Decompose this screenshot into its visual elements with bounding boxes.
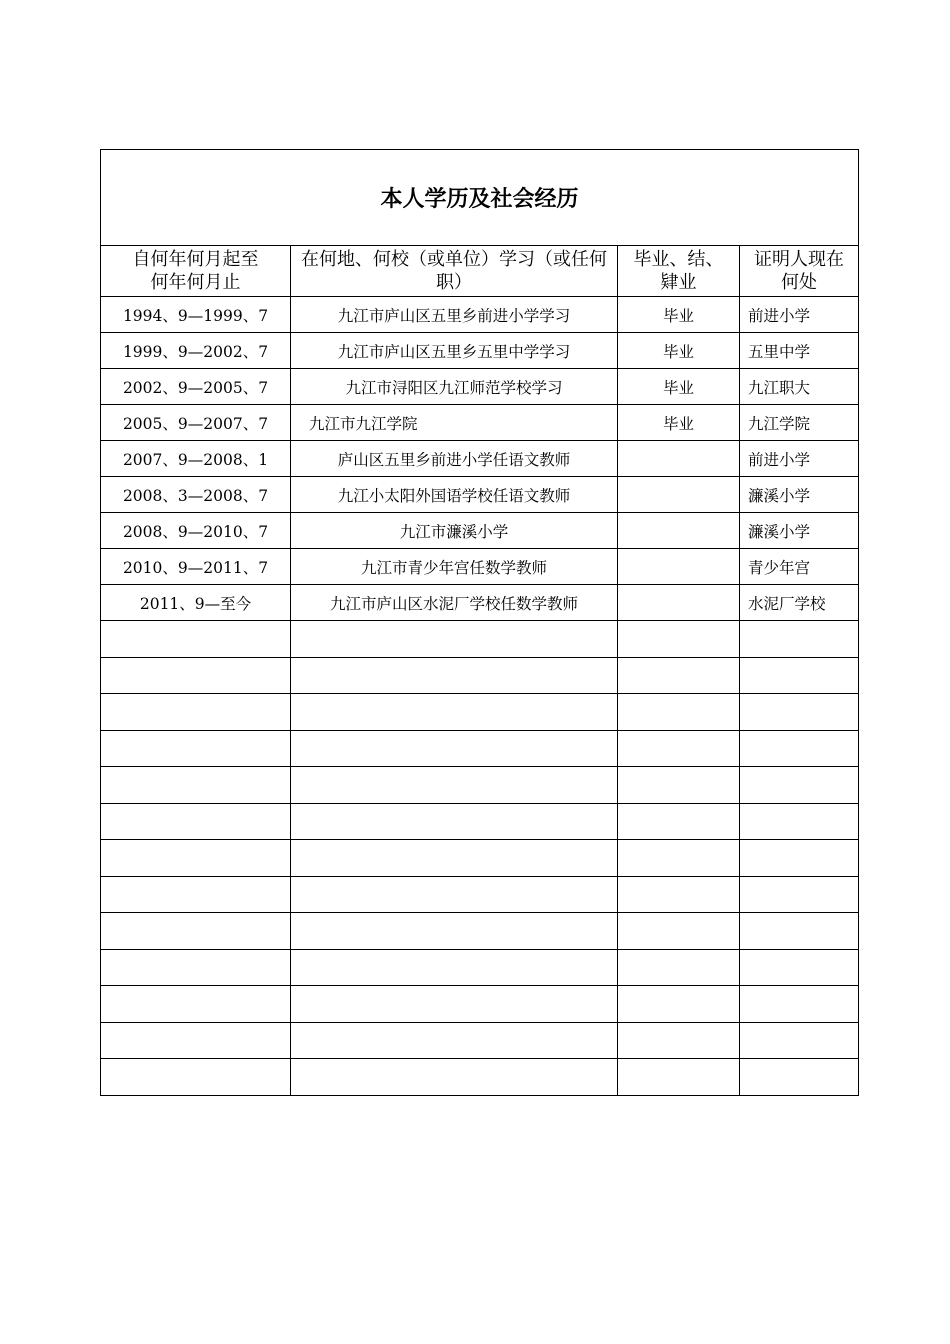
empty-cell	[291, 767, 618, 804]
empty-cell	[291, 657, 618, 694]
witness-cell: 九江学院	[740, 405, 859, 441]
place-cell: 九江市青少年宫任数学教师	[291, 549, 618, 585]
empty-cell	[618, 840, 740, 877]
empty-cell	[291, 803, 618, 840]
empty-cell	[740, 986, 859, 1023]
empty-cell	[740, 694, 859, 731]
table-row	[101, 441, 859, 477]
empty-cell	[291, 730, 618, 767]
witness-cell: 前进小学	[740, 297, 859, 333]
witness-cell: 五里中学	[740, 333, 859, 369]
place-cell: 九江小太阳外国语学校任语文教师	[291, 477, 618, 513]
witness-cell: 濂溪小学	[740, 513, 859, 549]
form-title: 本人学历及社会经历	[101, 150, 859, 246]
period-cell: 2008、3—2008、7	[101, 477, 291, 513]
form-body	[101, 150, 859, 1096]
empty-cell	[740, 1059, 859, 1096]
empty-cell	[101, 876, 291, 913]
empty-row	[101, 840, 859, 877]
empty-cell	[740, 730, 859, 767]
place-cell: 九江市庐山区五里乡五里中学学习	[291, 333, 618, 369]
period-cell: 1999、9—2002、7	[101, 333, 291, 369]
empty-row	[101, 1059, 859, 1096]
empty-cell	[291, 1059, 618, 1096]
graduation-cell: 毕业	[618, 405, 740, 441]
graduation-cell	[618, 549, 740, 585]
education-history-form	[100, 149, 859, 1096]
empty-cell	[618, 986, 740, 1023]
empty-cell	[101, 840, 291, 877]
empty-row	[101, 913, 859, 950]
empty-cell	[618, 803, 740, 840]
header-graduation: 毕业、结、肄业	[618, 246, 740, 297]
empty-cell	[740, 876, 859, 913]
place-cell: 九江市庐山区五里乡前进小学学习	[291, 297, 618, 333]
table-row	[101, 513, 859, 549]
empty-cell	[618, 657, 740, 694]
table-row	[101, 585, 859, 621]
place-cell: 九江市庐山区水泥厂学校任数学教师	[291, 585, 618, 621]
empty-cell	[291, 621, 618, 658]
graduation-cell: 毕业	[618, 333, 740, 369]
empty-cell	[740, 840, 859, 877]
witness-cell: 濂溪小学	[740, 477, 859, 513]
header-period: 自何年何月起至何年何月止	[101, 246, 291, 297]
empty-cell	[618, 621, 740, 658]
period-cell: 2002、9—2005、7	[101, 369, 291, 405]
period-cell: 2011、9—至今	[101, 585, 291, 621]
empty-cell	[618, 1022, 740, 1059]
empty-cell	[740, 621, 859, 658]
empty-cell	[291, 694, 618, 731]
empty-cell	[618, 730, 740, 767]
place-cell: 九江市濂溪小学	[291, 513, 618, 549]
empty-cell	[101, 767, 291, 804]
period-cell: 2005、9—2007、7	[101, 405, 291, 441]
table-row	[101, 297, 859, 333]
empty-cell	[740, 913, 859, 950]
empty-cell	[101, 694, 291, 731]
period-cell: 1994、9—1999、7	[101, 297, 291, 333]
header-place: 在何地、何校（或单位）学习（或任何职）	[291, 246, 618, 297]
title-row	[101, 150, 859, 246]
empty-cell	[101, 949, 291, 986]
empty-cell	[618, 1059, 740, 1096]
graduation-cell	[618, 585, 740, 621]
empty-row	[101, 694, 859, 731]
empty-cell	[291, 1022, 618, 1059]
witness-cell: 九江职大	[740, 369, 859, 405]
table-row	[101, 405, 859, 441]
empty-row	[101, 876, 859, 913]
graduation-cell: 毕业	[618, 297, 740, 333]
witness-cell: 水泥厂学校	[740, 585, 859, 621]
empty-cell	[740, 949, 859, 986]
period-cell: 2008、9—2010、7	[101, 513, 291, 549]
witness-cell: 青少年宫	[740, 549, 859, 585]
empty-cell	[101, 1022, 291, 1059]
table-row	[101, 549, 859, 585]
empty-cell	[618, 694, 740, 731]
empty-cell	[101, 1059, 291, 1096]
empty-row	[101, 986, 859, 1023]
empty-cell	[618, 767, 740, 804]
empty-row	[101, 767, 859, 804]
empty-row	[101, 621, 859, 658]
header-row	[101, 246, 859, 297]
period-cell: 2010、9—2011、7	[101, 549, 291, 585]
place-cell: 庐山区五里乡前进小学任语文教师	[291, 441, 618, 477]
empty-cell	[101, 986, 291, 1023]
empty-cell	[291, 840, 618, 877]
empty-cell	[101, 730, 291, 767]
empty-cell	[740, 657, 859, 694]
empty-cell	[740, 1022, 859, 1059]
table-row	[101, 333, 859, 369]
empty-cell	[101, 913, 291, 950]
empty-cell	[291, 913, 618, 950]
empty-cell	[101, 621, 291, 658]
empty-cell	[101, 657, 291, 694]
empty-row	[101, 949, 859, 986]
empty-row	[101, 1022, 859, 1059]
empty-cell	[618, 949, 740, 986]
graduation-cell	[618, 513, 740, 549]
empty-cell	[740, 767, 859, 804]
empty-cell	[291, 949, 618, 986]
empty-cell	[101, 803, 291, 840]
empty-cell	[291, 876, 618, 913]
place-cell: 九江市九江学院	[291, 405, 618, 441]
empty-cell	[618, 876, 740, 913]
empty-cell	[291, 986, 618, 1023]
table-row	[101, 477, 859, 513]
graduation-cell	[618, 441, 740, 477]
empty-row	[101, 657, 859, 694]
empty-cell	[618, 913, 740, 950]
place-cell: 九江市浔阳区九江师范学校学习	[291, 369, 618, 405]
header-witness: 证明人现在何处	[740, 246, 859, 297]
empty-row	[101, 730, 859, 767]
period-cell: 2007、9—2008、1	[101, 441, 291, 477]
graduation-cell: 毕业	[618, 369, 740, 405]
table-row	[101, 369, 859, 405]
empty-cell	[740, 803, 859, 840]
empty-row	[101, 803, 859, 840]
graduation-cell	[618, 477, 740, 513]
witness-cell: 前进小学	[740, 441, 859, 477]
